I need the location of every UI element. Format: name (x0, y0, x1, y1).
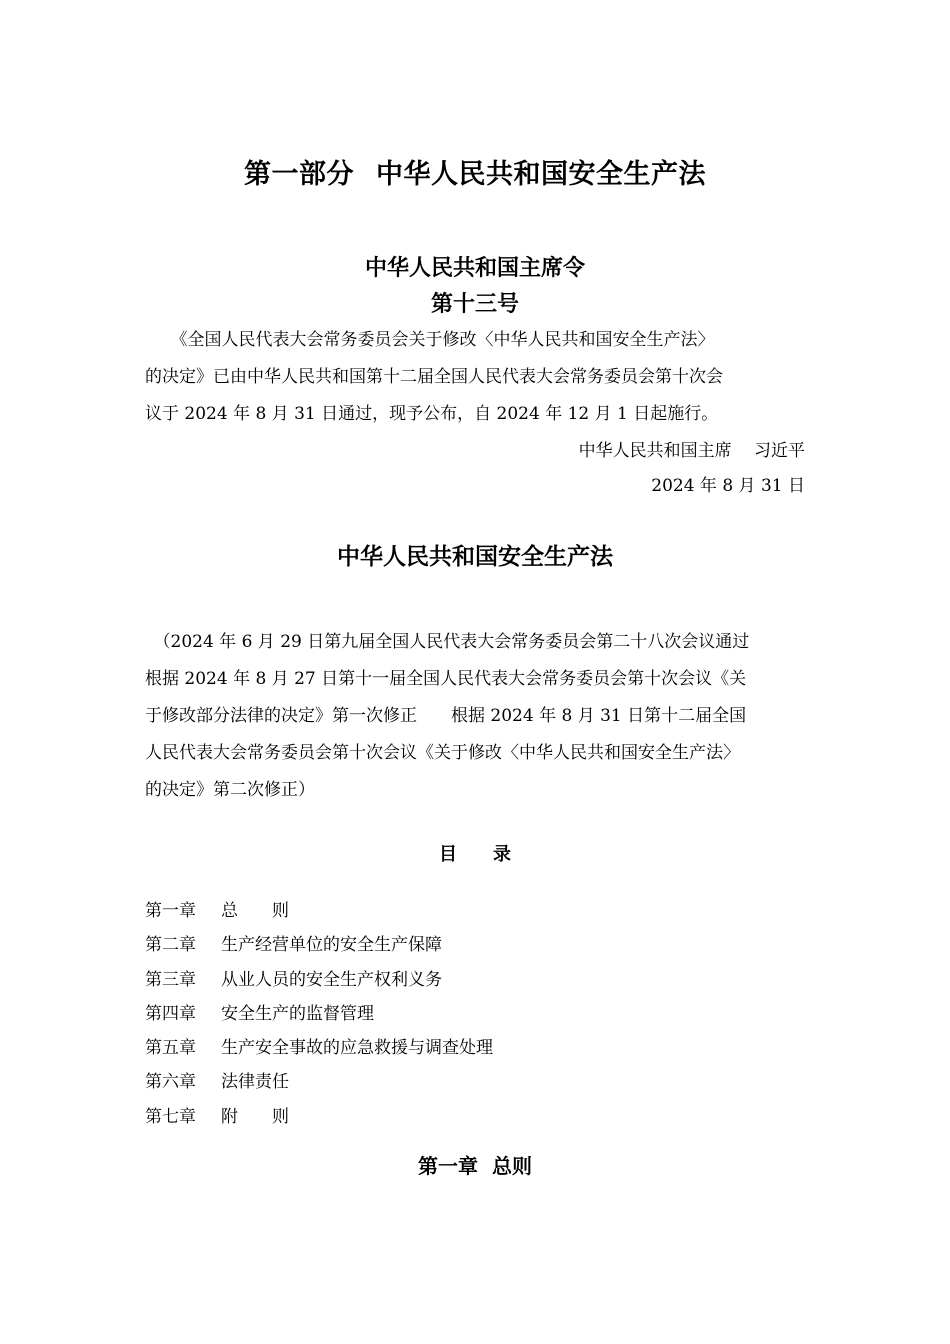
toc-item[interactable] (145, 1065, 807, 1099)
order-body-line: 议于 2024 年 8 月 31 日通过，现予公布，自 2024 年 12 月 1 日起施行。 (145, 404, 719, 424)
chapter-heading: 第一章 总则 (418, 1154, 532, 1178)
order-date: 2024 年 8 月 31 日 (651, 476, 805, 496)
law-history-line: 人民代表大会常务委员会第十次会议《关于修改〈中华人民共和国安全生产法〉 (145, 743, 740, 763)
law-history-line: 于修改部分法律的决定》第一次修正 根据 2024 年 8 月 31 日第十二届全国 (145, 706, 747, 726)
order-body (145, 322, 807, 433)
toc-chapter-title: 从业人员的安全生产权利义务 (221, 969, 442, 990)
part-title-prefix: 第一部分 (244, 159, 354, 190)
law-history (145, 624, 807, 809)
toc-chapter-title: 附 则 (221, 1106, 289, 1127)
toc-chapter-title: 安全生产的监督管理 (221, 1003, 374, 1024)
toc-chapter-number: 第二章 (145, 935, 196, 956)
law-history-line: 的决定》第二次修正） (145, 780, 315, 800)
toc-item[interactable] (145, 1031, 807, 1065)
order-body-line: 的决定》已由中华人民共和国第十二届全国人民代表大会常务委员会第十次会 (145, 367, 723, 387)
toc-chapter-number: 第七章 (145, 1106, 196, 1127)
order-number: 第十三号 (430, 292, 519, 317)
toc-chapter-title: 生产安全事故的应急救援与调查处理 (221, 1038, 493, 1059)
order-body-line: 《全国人民代表大会常务委员会关于修改〈中华人民共和国安全生产法〉 (145, 330, 715, 350)
law-history-line: （2024 年 6 月 29 日第九届全国人民代表大会常务委员会第二十八次会议通过 (145, 632, 750, 652)
toc-chapter-title: 法律责任 (221, 1072, 289, 1093)
toc-item[interactable] (145, 963, 807, 997)
order-signature: 中华人民共和国主席 习近平 (578, 441, 805, 461)
toc-item[interactable] (145, 1100, 807, 1134)
order-title: 中华人民共和国主席令 (364, 256, 585, 281)
toc-chapter-number: 第四章 (145, 1003, 196, 1024)
toc-chapter-title: 总 则 (221, 901, 289, 921)
part-title-name: 中华人民共和国安全生产法 (376, 159, 706, 190)
toc-title: 目 录 (439, 844, 511, 865)
toc-chapter-number: 第一章 (145, 901, 196, 921)
toc-chapter-number: 第六章 (145, 1072, 196, 1093)
toc-chapter-number: 第三章 (145, 969, 196, 990)
toc-item[interactable] (145, 928, 807, 962)
toc-chapter-number: 第五章 (145, 1038, 196, 1059)
toc-item[interactable] (145, 997, 807, 1031)
law-title: 中华人民共和国安全生产法 (337, 544, 613, 570)
table-of-contents (145, 894, 807, 1134)
part-title (0, 152, 950, 191)
law-history-line: 根据 2024 年 8 月 27 日第十一届全国人民代表大会常务委员会第十次会议《关 (145, 669, 747, 689)
toc-item[interactable] (145, 894, 807, 928)
toc-chapter-title: 生产经营单位的安全生产保障 (221, 935, 442, 956)
